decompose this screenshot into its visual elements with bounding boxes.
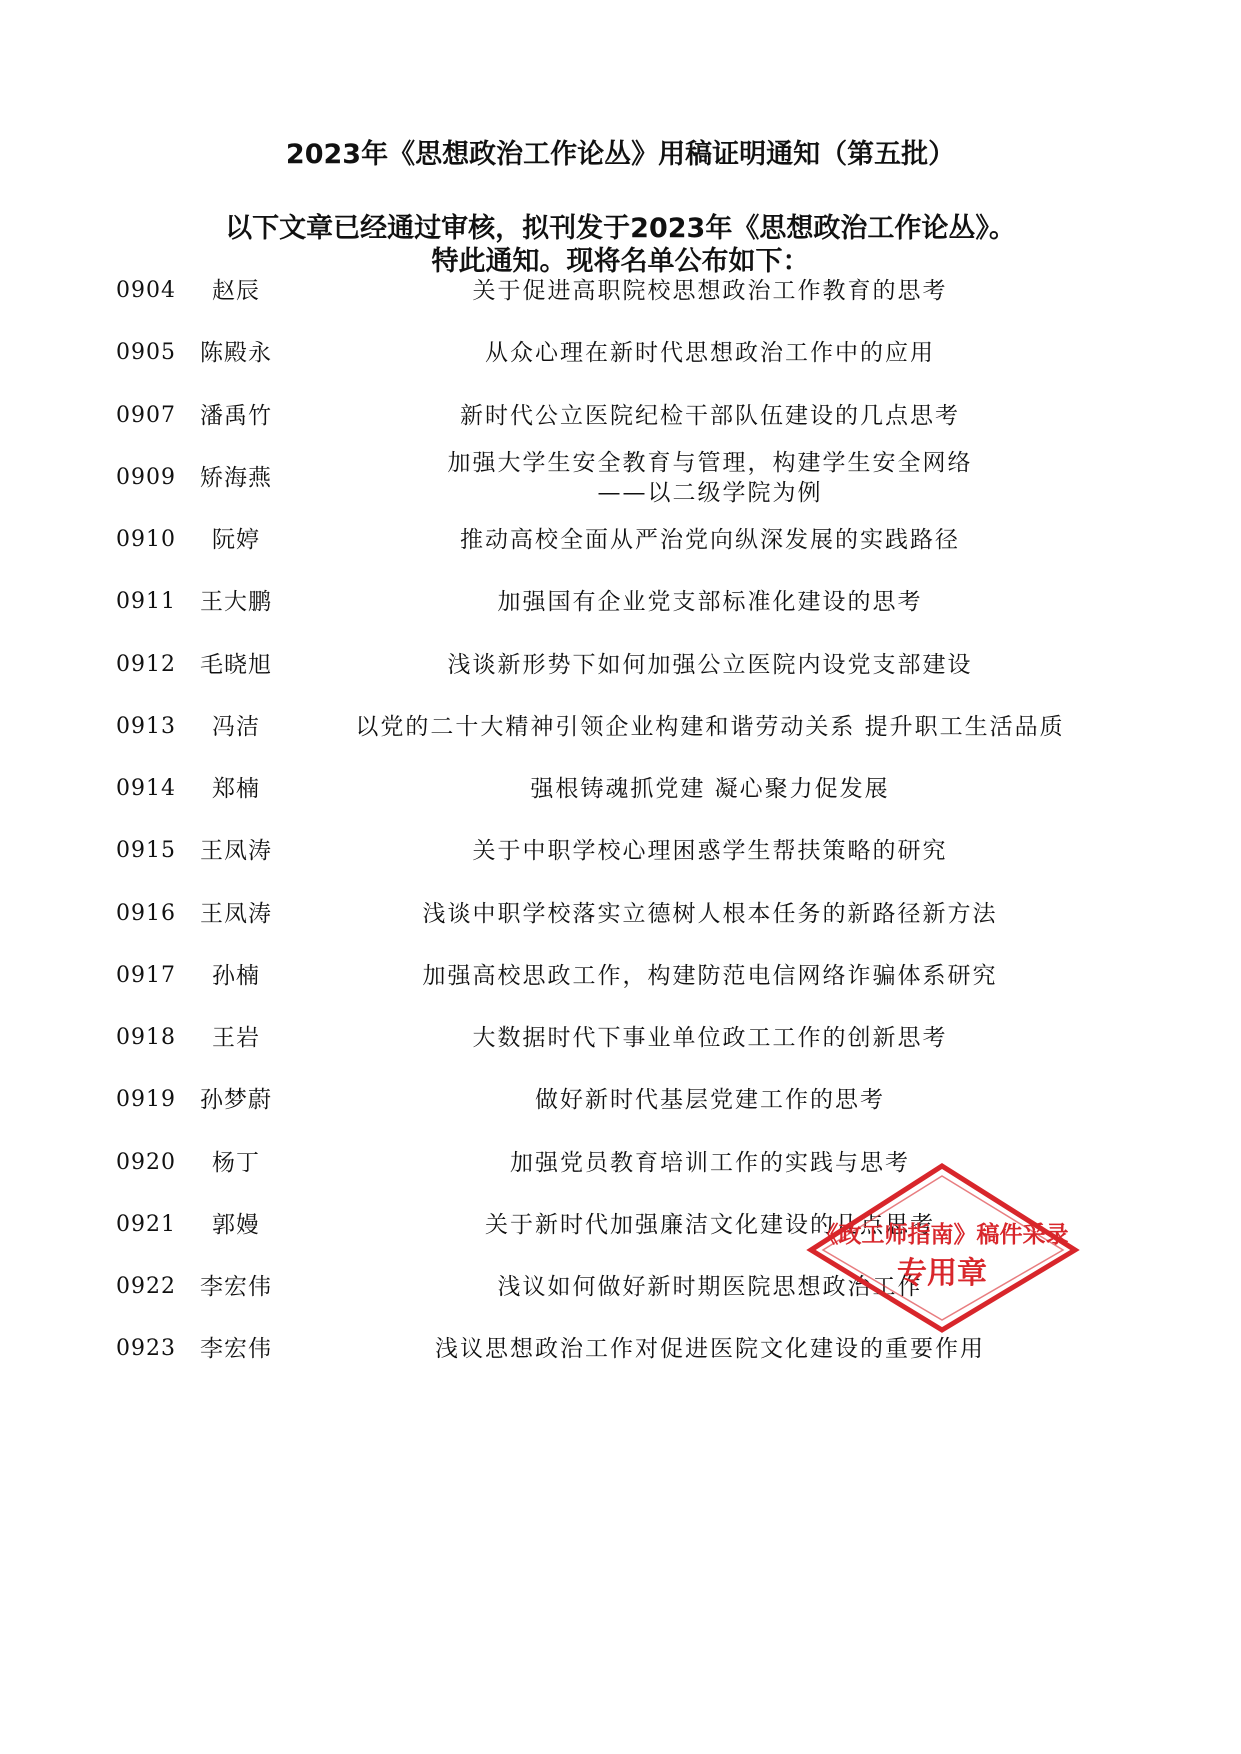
entry-title-text: 推动高校全面从严治党向纵深发展的实践路径 [460, 527, 960, 553]
list-item [0, 264, 1241, 318]
entry-article-title [300, 326, 1120, 380]
entry-code: 0918 [116, 1025, 176, 1050]
entry-author: 郑楠 [212, 776, 260, 802]
entry-author: 孙梦蔚 [200, 1087, 272, 1114]
notice-intro-line2: 特此通知。现将名单公布如下： [431, 246, 810, 277]
entry-code: 0916 [116, 900, 176, 926]
entry-author: 潘禹竹 [200, 402, 272, 429]
page-title: 2023年《思想政治工作论丛》用稿证明通知（第五批） [285, 139, 956, 170]
entry-article-title [300, 700, 1120, 754]
entry-title-text: 关于新时代加强廉洁文化建设的几点思考 [485, 1211, 935, 1238]
entry-title-text: 浅谈新形势下如何加强公立医院内设党支部建设 [447, 651, 973, 678]
entry-title-text: 关于促进高职院校思想政治工作教育的思考 [472, 278, 948, 304]
entry-author: 王凤涛 [200, 838, 272, 865]
entry-code: 0913 [116, 713, 176, 739]
entry-title-text: 加强大学生安全教育与管理，构建学生安全网络 [447, 449, 973, 476]
entry-title-text: 浅谈中职学校落实立德树人根本任务的新路径新方法 [422, 900, 998, 927]
entry-author: 赵辰 [212, 278, 260, 304]
entry-author: 王凤涛 [200, 900, 272, 927]
entry-article-title [300, 638, 1120, 692]
list-item [0, 887, 1241, 941]
entry-code: 0905 [116, 340, 176, 366]
entry-author: 毛晓旭 [200, 651, 272, 678]
entry-author: 王大鹏 [200, 589, 272, 616]
entry-code: 0912 [116, 651, 176, 677]
entry-article-title [300, 451, 1120, 505]
entry-code: 0919 [116, 1087, 176, 1113]
entry-author: 郭嫚 [212, 1211, 260, 1238]
entry-author: 孙楠 [212, 962, 260, 989]
entry-author: 李宏伟 [200, 1274, 272, 1300]
entry-author: 杨丁 [212, 1149, 260, 1176]
entry-article-title [300, 264, 1120, 318]
entry-author: 李宏伟 [200, 1336, 272, 1363]
entry-title-text: 关于中职学校心理困惑学生帮扶策略的研究 [472, 838, 948, 865]
entry-article-title [300, 762, 1120, 816]
entry-title-text: 加强国有企业党支部标准化建设的思考 [497, 589, 923, 616]
entry-code: 0914 [116, 776, 176, 801]
entry-title-text: 浅议思想政治工作对促进医院文化建设的重要作用 [435, 1336, 985, 1363]
entry-article-title [300, 949, 1120, 1003]
entry-code: 0904 [116, 278, 176, 303]
entry-title-text: 强根铸魂抓党建 凝心聚力促发展 [530, 776, 890, 802]
entry-code: 0922 [116, 1274, 176, 1299]
entry-code: 0910 [116, 527, 176, 552]
entry-author: 王岩 [212, 1025, 260, 1051]
entry-author: 陈殿永 [200, 340, 272, 367]
entry-title-text: 做好新时代基层党建工作的思考 [535, 1087, 885, 1114]
entry-code: 0923 [116, 1336, 176, 1362]
entry-code: 0915 [116, 838, 176, 864]
list-item [0, 389, 1241, 443]
list-item [0, 575, 1241, 629]
list-item [0, 700, 1241, 754]
entry-article-title [300, 575, 1120, 629]
seal-text-line1: 《政工师指南》稿件采录 [815, 1222, 1069, 1248]
entry-article-title [300, 887, 1120, 941]
list-item [0, 824, 1241, 878]
list-item [0, 762, 1241, 816]
entry-code: 0909 [116, 464, 176, 490]
list-item [0, 326, 1241, 380]
entry-subtitle-text: ——以二级学院为例 [597, 479, 823, 506]
list-item [0, 1011, 1241, 1065]
entry-code: 0921 [116, 1211, 176, 1237]
entry-author: 冯洁 [212, 713, 260, 740]
list-item [0, 513, 1241, 567]
entry-code: 0907 [116, 402, 176, 428]
list-item [0, 638, 1241, 692]
entry-author: 矫海燕 [200, 464, 272, 491]
editorial-seal [805, 1160, 1080, 1335]
entry-article-title [300, 389, 1120, 443]
entry-title-text: 新时代公立医院纪检干部队伍建设的几点思考 [460, 402, 960, 429]
seal-text-line2: 专用章 [897, 1256, 987, 1291]
entry-author: 阮婷 [212, 527, 260, 553]
entry-article-title [300, 824, 1120, 878]
entry-code: 0911 [116, 589, 176, 615]
entry-code: 0920 [116, 1149, 176, 1175]
entry-article-title [300, 513, 1120, 567]
entry-title-text: 以党的二十大精神引领企业构建和谐劳动关系 提升职工生活品质 [355, 713, 1065, 740]
list-item [0, 451, 1241, 505]
list-item [0, 949, 1241, 1003]
entry-title-text: 加强党员教育培训工作的实践与思考 [510, 1149, 910, 1176]
notice-intro-line1: 以下文章已经通过审核，拟刊发于2023年《思想政治工作论丛》。 [225, 213, 1016, 244]
entry-article-title [300, 1011, 1120, 1065]
list-item [0, 1073, 1241, 1127]
entry-article-title [300, 1073, 1120, 1127]
entry-title-text: 从众心理在新时代思想政治工作中的应用 [485, 340, 935, 367]
entry-title-text: 大数据时代下事业单位政工工作的创新思考 [472, 1025, 948, 1051]
entry-title-text: 加强高校思政工作，构建防范电信网络诈骗体系研究 [422, 962, 998, 989]
entry-title-text: 浅议如何做好新时期医院思想政治工作 [497, 1274, 923, 1300]
entry-code: 0917 [116, 962, 176, 988]
